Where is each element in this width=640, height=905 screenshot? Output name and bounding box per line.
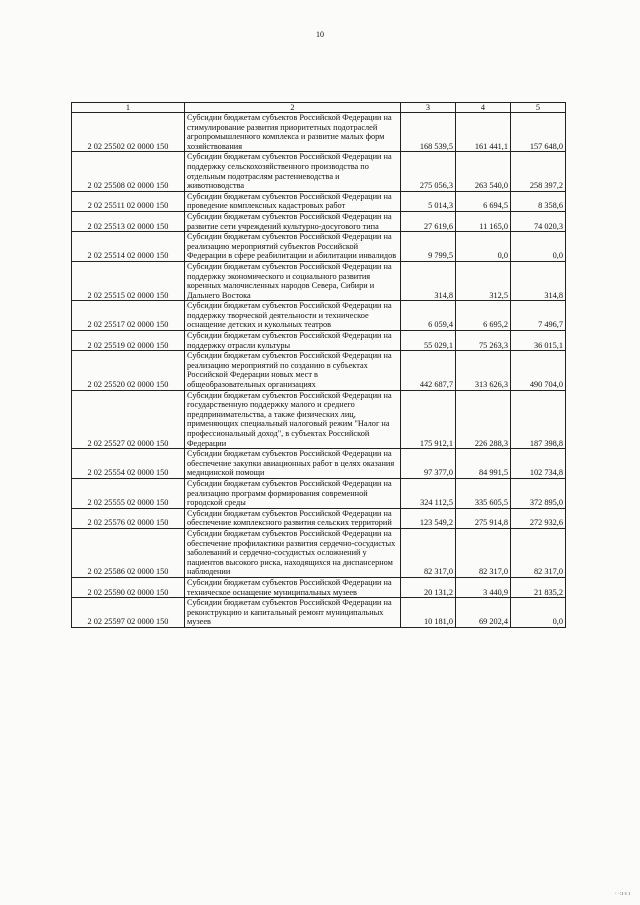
value-col5-cell: 314,8 xyxy=(511,261,566,300)
table-row xyxy=(72,351,566,390)
value-col5-cell: 102 734,8 xyxy=(511,449,566,479)
budget-code-cell: 2 02 25586 02 0000 150 xyxy=(72,528,185,577)
description-cell: Субсидии бюджетам субъектов Российской Федерации на государственную поддержку малого и среднего предпринимательства, а также физических лиц, применяющих специальный налоговый режим "Налог на профессиональный доход", в субъектах Российской Федерации xyxy=(185,390,401,449)
footer-mark: · ·:ı·ı ı xyxy=(614,891,630,897)
table-row xyxy=(72,261,566,300)
budget-code-cell: 2 02 25555 02 0000 150 xyxy=(72,478,185,508)
budget-code-cell: 2 02 25554 02 0000 150 xyxy=(72,449,185,479)
value-col4-cell: 6 695,2 xyxy=(456,301,511,331)
value-col4-cell: 11 165,0 xyxy=(456,211,511,231)
description-cell: Субсидии бюджетам субъектов Российской Федерации на развитие сети учреждений культурно-досугового типа xyxy=(185,211,401,231)
value-col3-cell: 20 131,2 xyxy=(401,577,456,597)
value-col5-cell: 82 317,0 xyxy=(511,528,566,577)
value-col3-cell: 10 181,0 xyxy=(401,598,456,628)
value-col4-cell: 226 288,3 xyxy=(456,390,511,449)
description-cell: Субсидии бюджетам субъектов Российской Федерации на поддержку экономического и социального развития коренных малочисленных народов Севера, Сибири и Дальнего Востока xyxy=(185,261,401,300)
value-col3-cell: 97 377,0 xyxy=(401,449,456,479)
budget-code-cell: 2 02 25520 02 0000 150 xyxy=(72,351,185,390)
value-col5-cell: 272 932,6 xyxy=(511,508,566,528)
value-col3-cell: 168 539,5 xyxy=(401,113,456,152)
value-col3-cell: 6 059,4 xyxy=(401,301,456,331)
description-cell: Субсидии бюджетам субъектов Российской Федерации на реализацию мероприятий по созданию в субъектах Российской Федерации новых мест в общеобразовательных организациях xyxy=(185,351,401,390)
table-row xyxy=(72,113,566,152)
table-row xyxy=(72,191,566,211)
budget-table xyxy=(71,102,566,628)
value-col5-cell: 0,0 xyxy=(511,232,566,262)
table-row xyxy=(72,598,566,628)
budget-code-cell: 2 02 25508 02 0000 150 xyxy=(72,152,185,191)
value-col3-cell: 175 912,1 xyxy=(401,390,456,449)
budget-code-cell: 2 02 25576 02 0000 150 xyxy=(72,508,185,528)
value-col3-cell: 55 029,1 xyxy=(401,331,456,351)
description-cell: Субсидии бюджетам субъектов Российской Федерации на реализацию программ формирования современной городской среды xyxy=(185,478,401,508)
table-row xyxy=(72,508,566,528)
value-col4-cell: 313 626,3 xyxy=(456,351,511,390)
budget-code-cell: 2 02 25513 02 0000 150 xyxy=(72,211,185,231)
value-col4-cell: 312,5 xyxy=(456,261,511,300)
table-row xyxy=(72,232,566,262)
column-header: 1 xyxy=(72,103,185,113)
value-col5-cell: 157 648,0 xyxy=(511,113,566,152)
budget-code-cell: 2 02 25590 02 0000 150 xyxy=(72,577,185,597)
budget-code-cell: 2 02 25515 02 0000 150 xyxy=(72,261,185,300)
value-col3-cell: 9 799,5 xyxy=(401,232,456,262)
value-col5-cell: 36 015,1 xyxy=(511,331,566,351)
table-row xyxy=(72,528,566,577)
description-cell: Субсидии бюджетам субъектов Российской Федерации на техническое оснащение муниципальных музеев xyxy=(185,577,401,597)
value-col4-cell: 161 441,1 xyxy=(456,113,511,152)
budget-code-cell: 2 02 25597 02 0000 150 xyxy=(72,598,185,628)
value-col5-cell: 258 397,2 xyxy=(511,152,566,191)
description-cell: Субсидии бюджетам субъектов Российской Федерации на стимулирование развития приоритетных подотраслей агропромышленного комплекса и развитие малых форм хозяйствования xyxy=(185,113,401,152)
value-col4-cell: 82 317,0 xyxy=(456,528,511,577)
description-cell: Субсидии бюджетам субъектов Российской Федерации на проведение комплексных кадастровых работ xyxy=(185,191,401,211)
value-col4-cell: 75 263,3 xyxy=(456,331,511,351)
description-cell: Субсидии бюджетам субъектов Российской Федерации на поддержку сельскохозяйственного производства по отдельным подотраслям растениеводства и животноводства xyxy=(185,152,401,191)
description-cell: Субсидии бюджетам субъектов Российской Федерации на реализацию мероприятий субъектов Российской Федерации в сфере реабилитации и абилитации инвалидов xyxy=(185,232,401,262)
value-col4-cell: 84 991,5 xyxy=(456,449,511,479)
value-col5-cell: 21 835,2 xyxy=(511,577,566,597)
budget-code-cell: 2 02 25502 02 0000 150 xyxy=(72,113,185,152)
budget-code-cell: 2 02 25514 02 0000 150 xyxy=(72,232,185,262)
table-row xyxy=(72,211,566,231)
table-row xyxy=(72,577,566,597)
table-row xyxy=(72,449,566,479)
page-number: 10 xyxy=(316,30,324,39)
budget-code-cell: 2 02 25519 02 0000 150 xyxy=(72,331,185,351)
value-col5-cell: 74 020,3 xyxy=(511,211,566,231)
description-cell: Субсидии бюджетам субъектов Российской Федерации на обеспечение комплексного развития сельских территорий xyxy=(185,508,401,528)
value-col3-cell: 82 317,0 xyxy=(401,528,456,577)
table-row xyxy=(72,152,566,191)
value-col3-cell: 5 014,3 xyxy=(401,191,456,211)
value-col4-cell: 275 914,8 xyxy=(456,508,511,528)
value-col3-cell: 275 056,3 xyxy=(401,152,456,191)
value-col5-cell: 187 398,8 xyxy=(511,390,566,449)
table-row xyxy=(72,331,566,351)
budget-code-cell: 2 02 25511 02 0000 150 xyxy=(72,191,185,211)
value-col4-cell: 6 694,5 xyxy=(456,191,511,211)
table-row xyxy=(72,390,566,449)
value-col5-cell: 7 496,7 xyxy=(511,301,566,331)
column-header: 2 xyxy=(185,103,401,113)
value-col4-cell: 69 202,4 xyxy=(456,598,511,628)
description-cell: Субсидии бюджетам субъектов Российской Федерации на поддержку творческой деятельности и техническое оснащение детских и кукольных театров xyxy=(185,301,401,331)
value-col3-cell: 442 687,7 xyxy=(401,351,456,390)
value-col3-cell: 27 619,6 xyxy=(401,211,456,231)
table-row xyxy=(72,301,566,331)
value-col5-cell: 0,0 xyxy=(511,598,566,628)
budget-code-cell: 2 02 25527 02 0000 150 xyxy=(72,390,185,449)
value-col5-cell: 8 358,6 xyxy=(511,191,566,211)
description-cell: Субсидии бюджетам субъектов Российской Федерации на обеспечение закупки авиационных работ в целях оказания медицинской помощи xyxy=(185,449,401,479)
value-col3-cell: 123 549,2 xyxy=(401,508,456,528)
table-header-row xyxy=(72,103,566,113)
value-col4-cell: 335 605,5 xyxy=(456,478,511,508)
value-col4-cell: 0,0 xyxy=(456,232,511,262)
description-cell: Субсидии бюджетам субъектов Российской Федерации на реконструкцию и капитальный ремонт муниципальных музеев xyxy=(185,598,401,628)
value-col3-cell: 324 112,5 xyxy=(401,478,456,508)
value-col4-cell: 263 540,0 xyxy=(456,152,511,191)
budget-code-cell: 2 02 25517 02 0000 150 xyxy=(72,301,185,331)
description-cell: Субсидии бюджетам субъектов Российской Федерации на обеспечение профилактики развития сердечно-сосудистых заболеваний и сердечно-сосудистых осложнений у пациентов высокого риска, находящихся на диспансерном наблюдении xyxy=(185,528,401,577)
column-header: 3 xyxy=(401,103,456,113)
value-col4-cell: 3 440,9 xyxy=(456,577,511,597)
column-header: 4 xyxy=(456,103,511,113)
value-col5-cell: 372 895,0 xyxy=(511,478,566,508)
column-header: 5 xyxy=(511,103,566,113)
description-cell: Субсидии бюджетам субъектов Российской Федерации на поддержку отрасли культуры xyxy=(185,331,401,351)
value-col5-cell: 490 704,0 xyxy=(511,351,566,390)
table-row xyxy=(72,478,566,508)
value-col3-cell: 314,8 xyxy=(401,261,456,300)
